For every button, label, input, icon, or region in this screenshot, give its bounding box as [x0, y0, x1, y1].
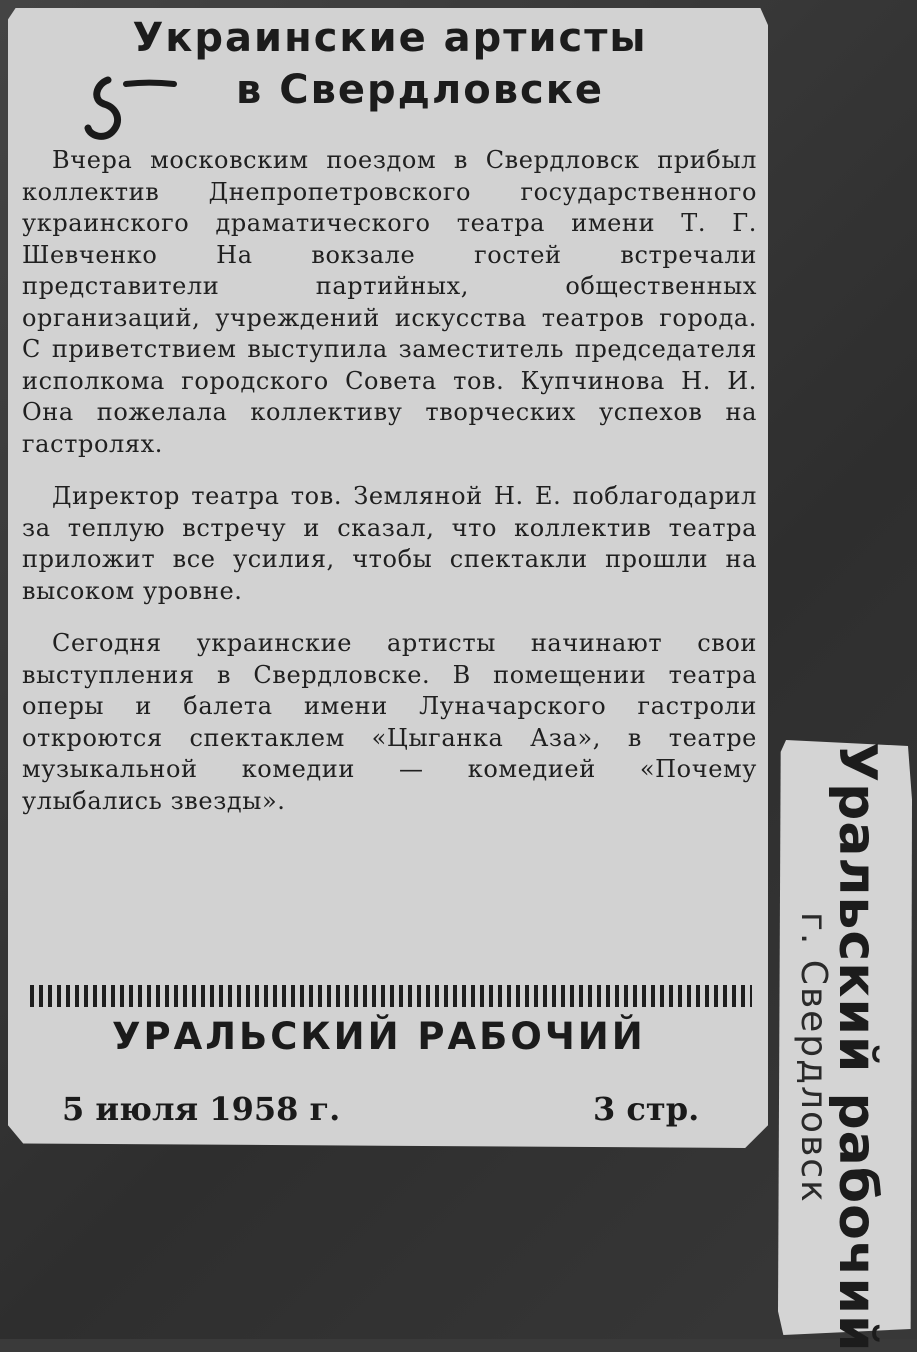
article-paragraph: Сегодня украинские артисты начинают свои выступления в Свердловске. В помещении театра оперы и балета имени Луначарского гастроли откроются спектаклем «Цыганка Аза», в театре музыкальной комедии — комедией «Почему улыбались звезды».: [22, 629, 757, 815]
headline-line-1: Украинские артисты: [132, 15, 648, 61]
side-city-name: г. Свердловск: [793, 912, 834, 1204]
article-body: [22, 145, 757, 838]
publication-date: 5 июля 1958 г.: [62, 1090, 341, 1128]
page-number: 3 стр.: [593, 1090, 700, 1128]
side-newspaper-name: Уральский рабочий: [827, 742, 887, 1352]
article-paragraph: Вчера московским поездом в Свердловск прибыл коллектив Днепропетровского государственного украинского драматического театра имени Т. Г. Шевченко На вокзале гостей встречали представители партийных, общественных организаций, учреждений искусства театров города. С приветствием выступила заместитель председателя исполкома городского Совета тов. Купчинова Н. И. Она пожелала коллективу творческих успехов на гастролях.: [22, 146, 757, 458]
dotted-separator: [30, 985, 752, 1007]
newspaper-name: УРАЛЬСКИЙ РАБОЧИЙ: [112, 1015, 646, 1058]
handwritten-number-mark: [82, 70, 182, 146]
article-paragraph: Директор театра тов. Земляной Н. Е. поблагодарил за теплую встречу и сказал, что коллектив театра приложит все усилия, чтобы спектакли прошли на высоком уровне.: [22, 482, 757, 605]
headline-line-2: в Свердловске: [235, 67, 605, 113]
